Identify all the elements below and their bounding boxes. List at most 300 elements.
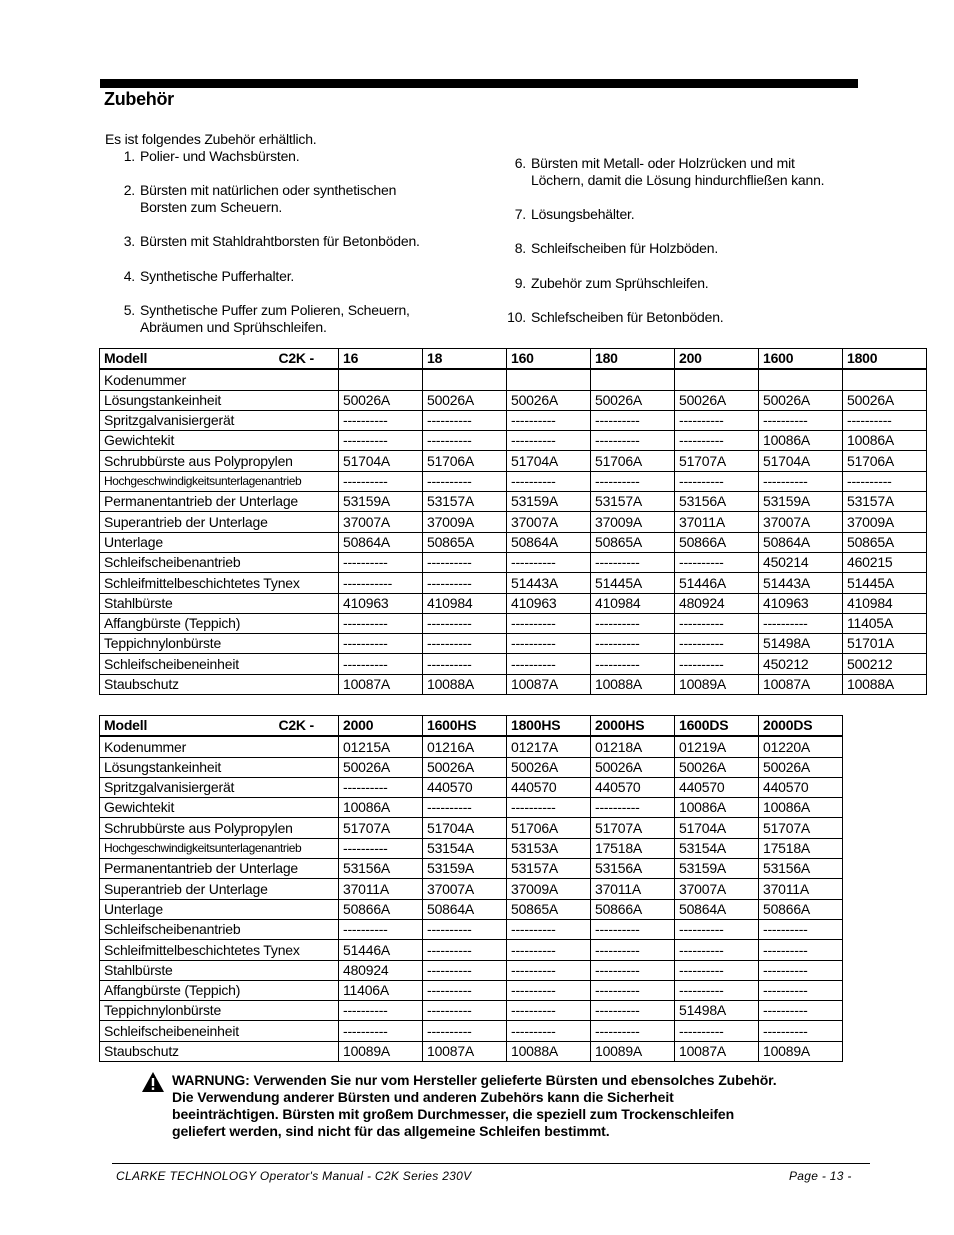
part-number-cell: ---------- bbox=[339, 1001, 423, 1021]
part-number-cell: 51704A bbox=[339, 451, 423, 471]
part-number-cell: ---------- bbox=[507, 654, 591, 674]
part-number-cell: 51446A bbox=[339, 940, 423, 960]
row-label: Schleifmittelbeschichtetes Tynex bbox=[100, 573, 339, 593]
part-number-cell: ---------- bbox=[507, 798, 591, 818]
row-label: Spritzgalvanisiergerät bbox=[100, 777, 339, 797]
row-label: Superantrieb der Unterlage bbox=[100, 879, 339, 899]
part-number-cell: 480924 bbox=[675, 593, 759, 613]
model-label: Modell bbox=[104, 717, 148, 734]
warning-text bbox=[172, 1072, 872, 1140]
model-column-header: 16 bbox=[339, 349, 423, 370]
part-number-cell: ---------- bbox=[339, 613, 423, 633]
part-number-cell: ---------- bbox=[339, 838, 423, 858]
table-row bbox=[100, 512, 927, 532]
part-number-cell: ---------- bbox=[423, 431, 507, 451]
page-title: Zubehör bbox=[104, 89, 174, 109]
row-label: Permanentantrieb der Unterlage bbox=[100, 859, 339, 879]
table-row bbox=[100, 777, 843, 797]
row-label: Permanentantrieb der Unterlage bbox=[100, 492, 339, 512]
part-number-cell: 50864A bbox=[423, 899, 507, 919]
part-number-cell: 410984 bbox=[843, 593, 927, 613]
part-number-cell: ---------- bbox=[507, 980, 591, 1000]
part-number-cell: 51498A bbox=[675, 1001, 759, 1021]
part-number-cell: 51706A bbox=[423, 451, 507, 471]
part-number-cell: 53157A bbox=[591, 492, 675, 512]
part-number-cell: 51706A bbox=[843, 451, 927, 471]
part-number-cell: 51707A bbox=[591, 818, 675, 838]
row-label: Teppichnylonbürste bbox=[100, 634, 339, 654]
table-row bbox=[100, 919, 843, 939]
row-label: Superantrieb der Unterlage bbox=[100, 512, 339, 532]
part-number-cell: 37011A bbox=[675, 512, 759, 532]
table-row bbox=[100, 798, 843, 818]
part-number-cell: ---------- bbox=[423, 471, 507, 491]
row-label: Stahlbürste bbox=[100, 593, 339, 613]
part-number-cell bbox=[591, 369, 675, 390]
list-item-text: Bürsten mit Stahldrahtborsten für Betonböden. bbox=[140, 233, 420, 249]
table-row bbox=[100, 431, 927, 451]
part-number-cell: 50026A bbox=[759, 390, 843, 410]
table-row bbox=[100, 593, 927, 613]
part-number-cell: 50864A bbox=[507, 532, 591, 552]
row-label: Kodenummer bbox=[100, 736, 339, 757]
part-number-cell: ---------- bbox=[423, 1021, 507, 1041]
part-number-cell: ---------- bbox=[591, 980, 675, 1000]
part-number-cell: 37009A bbox=[843, 512, 927, 532]
list-item-text: Borsten zum Scheuern. bbox=[140, 199, 283, 215]
part-number-cell: 51498A bbox=[759, 634, 843, 654]
part-number-cell bbox=[339, 369, 423, 390]
part-number-cell: 10089A bbox=[339, 1041, 423, 1061]
part-number-cell: 53159A bbox=[759, 492, 843, 512]
part-number-cell: 53154A bbox=[423, 838, 507, 858]
list-item-text: Zubehör zum Sprühschleifen. bbox=[531, 275, 709, 291]
part-number-cell: 51707A bbox=[675, 451, 759, 471]
table-row bbox=[100, 940, 843, 960]
part-number-cell: 50866A bbox=[675, 532, 759, 552]
part-number-cell: ---------- bbox=[759, 471, 843, 491]
part-number-cell: 37007A bbox=[675, 879, 759, 899]
part-number-cell: 480924 bbox=[339, 960, 423, 980]
part-number-cell: 50866A bbox=[759, 899, 843, 919]
part-number-cell: ---------- bbox=[675, 431, 759, 451]
table-row bbox=[100, 1041, 843, 1061]
part-number-cell: 50026A bbox=[759, 757, 843, 777]
model-column-header: 1600 bbox=[759, 349, 843, 370]
series-label: C2K - bbox=[278, 717, 314, 734]
part-number-cell: ---------- bbox=[675, 940, 759, 960]
part-number-cell: ---------- bbox=[507, 1021, 591, 1041]
table-row bbox=[100, 552, 927, 572]
part-number-cell: ---------- bbox=[759, 960, 843, 980]
part-number-cell: 53156A bbox=[675, 492, 759, 512]
model-header-cell bbox=[100, 349, 339, 370]
part-number-cell: 440570 bbox=[759, 777, 843, 797]
table-row bbox=[100, 1001, 843, 1021]
list-item-number: 4. bbox=[123, 268, 135, 284]
part-number-cell: 10087A bbox=[507, 674, 591, 694]
list-item-text: Polier- und Wachsbürsten. bbox=[140, 148, 300, 164]
part-number-cell: 50026A bbox=[507, 757, 591, 777]
part-number-cell: ---------- bbox=[759, 940, 843, 960]
part-number-cell: 51704A bbox=[423, 818, 507, 838]
part-number-cell: ---------- bbox=[591, 919, 675, 939]
part-number-cell: ---------- bbox=[507, 410, 591, 430]
list-item-text: Abräumen und Sprühschleifen. bbox=[140, 319, 327, 335]
part-number-cell: 50026A bbox=[423, 390, 507, 410]
table-row bbox=[100, 980, 843, 1000]
part-number-cell: 17518A bbox=[591, 838, 675, 858]
part-number-cell: ---------- bbox=[591, 410, 675, 430]
list-item-number: 3. bbox=[123, 233, 135, 249]
table-row bbox=[100, 573, 927, 593]
table-row bbox=[100, 960, 843, 980]
part-number-cell: ---------- bbox=[339, 654, 423, 674]
part-number-cell: 50026A bbox=[591, 757, 675, 777]
part-number-cell: 01218A bbox=[591, 736, 675, 757]
part-number-cell: ---------- bbox=[423, 552, 507, 572]
part-number-cell: 37007A bbox=[339, 512, 423, 532]
part-number-cell: 37011A bbox=[759, 879, 843, 899]
part-number-cell: ---------- bbox=[423, 613, 507, 633]
table-row bbox=[100, 451, 927, 471]
part-number-cell: 10089A bbox=[591, 1041, 675, 1061]
part-number-cell: ---------- bbox=[423, 573, 507, 593]
part-number-cell: 37007A bbox=[759, 512, 843, 532]
part-number-cell: 10087A bbox=[675, 1041, 759, 1061]
model-label: Modell bbox=[104, 350, 148, 367]
part-number-cell: 51704A bbox=[507, 451, 591, 471]
model-column-header: 2000 bbox=[339, 716, 423, 737]
list-item-text: Schleifscheiben für Holzböden. bbox=[531, 240, 719, 256]
row-label: Staubschutz bbox=[100, 1041, 339, 1061]
row-label: Affangbürste (Teppich) bbox=[100, 980, 339, 1000]
warning-line: WARNUNG: Verwenden Sie nur vom Hersteller gelieferte Bürsten und ebensolches Zubehör. bbox=[172, 1072, 777, 1088]
part-number-cell: ---------- bbox=[507, 919, 591, 939]
part-number-cell: ---------- bbox=[507, 552, 591, 572]
part-number-cell: 51446A bbox=[675, 573, 759, 593]
part-number-cell: 50026A bbox=[339, 390, 423, 410]
part-number-cell: ---------- bbox=[675, 1021, 759, 1041]
list-item-number: 10. bbox=[507, 309, 526, 325]
part-number-cell: 50026A bbox=[591, 390, 675, 410]
row-label: Schleifscheibenantrieb bbox=[100, 919, 339, 939]
row-label: Schrubbürste aus Polypropylen bbox=[100, 451, 339, 471]
part-number-cell: 410963 bbox=[339, 593, 423, 613]
part-number-cell: ---------- bbox=[843, 410, 927, 430]
part-number-cell: ---------- bbox=[423, 960, 507, 980]
part-number-cell: ---------- bbox=[339, 552, 423, 572]
part-number-cell: 51443A bbox=[507, 573, 591, 593]
part-number-cell: ---------- bbox=[423, 634, 507, 654]
list-item-number: 8. bbox=[514, 240, 526, 256]
part-number-cell: ---------- bbox=[591, 960, 675, 980]
model-column-header: 160 bbox=[507, 349, 591, 370]
table-row bbox=[100, 634, 927, 654]
part-number-cell: 53153A bbox=[507, 838, 591, 858]
table-row bbox=[100, 736, 843, 757]
part-number-cell: 440570 bbox=[507, 777, 591, 797]
part-number-cell: ---------- bbox=[759, 410, 843, 430]
part-number-cell: ---------- bbox=[591, 552, 675, 572]
part-number-cell: 01216A bbox=[423, 736, 507, 757]
part-number-cell: 10087A bbox=[759, 674, 843, 694]
part-number-cell: 50864A bbox=[675, 899, 759, 919]
part-number-cell: ---------- bbox=[759, 980, 843, 1000]
table-row bbox=[100, 859, 843, 879]
part-number-cell: 51704A bbox=[759, 451, 843, 471]
part-number-cell: ---------- bbox=[339, 1021, 423, 1041]
part-number-cell: ---------- bbox=[591, 1001, 675, 1021]
part-number-cell: ---------- bbox=[339, 431, 423, 451]
part-number-cell: ---------- bbox=[843, 471, 927, 491]
part-number-cell: 50026A bbox=[843, 390, 927, 410]
part-number-cell: ---------- bbox=[591, 940, 675, 960]
row-label: Hochgeschwindigkeitsunterlagenantrieb bbox=[100, 471, 339, 491]
part-number-cell: ---------- bbox=[675, 654, 759, 674]
part-number-cell: ---------- bbox=[759, 613, 843, 633]
part-number-cell: 10086A bbox=[675, 798, 759, 818]
part-number-cell: ---------- bbox=[675, 410, 759, 430]
part-number-cell: ---------- bbox=[339, 919, 423, 939]
part-number-cell: ---------- bbox=[591, 471, 675, 491]
table-row bbox=[100, 838, 843, 858]
part-number-cell: 51707A bbox=[339, 818, 423, 838]
part-number-cell: ---------- bbox=[507, 634, 591, 654]
part-number-cell: ---------- bbox=[423, 798, 507, 818]
list-item-text: Bürsten mit natürlichen oder synthetischen bbox=[140, 182, 397, 198]
part-number-cell: ---------- bbox=[423, 410, 507, 430]
model-column-header: 1600HS bbox=[423, 716, 507, 737]
part-number-cell: 410963 bbox=[507, 593, 591, 613]
list-item-number: 5. bbox=[123, 302, 135, 318]
part-number-cell: 51707A bbox=[759, 818, 843, 838]
part-number-cell: 01217A bbox=[507, 736, 591, 757]
row-label: Teppichnylonbürste bbox=[100, 1001, 339, 1021]
part-number-cell bbox=[423, 369, 507, 390]
part-number-cell: ---------- bbox=[423, 654, 507, 674]
part-number-cell: ---------- bbox=[591, 613, 675, 633]
row-label: Schleifmittelbeschichtetes Tynex bbox=[100, 940, 339, 960]
part-number-cell: 460215 bbox=[843, 552, 927, 572]
part-number-cell: ---------- bbox=[675, 613, 759, 633]
part-number-cell: ---------- bbox=[423, 1001, 507, 1021]
list-item-number: 7. bbox=[514, 206, 526, 222]
list-item-text: Bürsten mit Metall- oder Holzrücken und mit bbox=[531, 155, 795, 171]
part-number-cell: 53156A bbox=[591, 859, 675, 879]
table-row bbox=[100, 492, 927, 512]
part-number-cell: ---------- bbox=[507, 960, 591, 980]
part-number-cell: 53159A bbox=[423, 859, 507, 879]
table-row bbox=[100, 654, 927, 674]
part-number-cell: ---------- bbox=[759, 919, 843, 939]
part-number-cell: 50866A bbox=[591, 899, 675, 919]
part-number-cell: ---------- bbox=[675, 980, 759, 1000]
list-item-number: 1. bbox=[123, 148, 135, 164]
row-label: Lösungstankeinheit bbox=[100, 390, 339, 410]
part-number-cell: 51701A bbox=[843, 634, 927, 654]
part-number-cell: 10087A bbox=[423, 1041, 507, 1061]
part-number-cell: 51445A bbox=[591, 573, 675, 593]
list-item-text: Synthetische Pufferhalter. bbox=[140, 268, 295, 284]
part-number-cell: 50026A bbox=[675, 390, 759, 410]
table-row bbox=[100, 532, 927, 552]
part-number-cell: ---------- bbox=[675, 919, 759, 939]
header-rule bbox=[100, 79, 858, 88]
list-item-text: Synthetische Puffer zum Polieren, Scheuern, bbox=[140, 302, 410, 318]
row-label: Spritzgalvanisiergerät bbox=[100, 410, 339, 430]
part-number-cell: 51445A bbox=[843, 573, 927, 593]
row-label: Hochgeschwindigkeitsunterlagenantrieb bbox=[100, 838, 339, 858]
part-number-cell: 51443A bbox=[759, 573, 843, 593]
table-header-row bbox=[100, 349, 927, 370]
part-number-cell: 10088A bbox=[507, 1041, 591, 1061]
part-number-cell: 50026A bbox=[423, 757, 507, 777]
part-number-cell: 37009A bbox=[591, 512, 675, 532]
part-number-cell: ---------- bbox=[339, 634, 423, 654]
row-label: Lösungstankeinheit bbox=[100, 757, 339, 777]
part-number-cell: 50026A bbox=[675, 757, 759, 777]
table-row bbox=[100, 818, 843, 838]
series-label: C2K - bbox=[278, 350, 314, 367]
part-number-cell bbox=[843, 369, 927, 390]
accessory-table-2 bbox=[99, 715, 843, 1062]
intro-text: Es ist folgendes Zubehör erhältlich. bbox=[105, 131, 317, 147]
footer-page-number: Page - 13 - bbox=[789, 1169, 852, 1183]
part-number-cell: ---------- bbox=[507, 1001, 591, 1021]
table-row bbox=[100, 879, 843, 899]
part-number-cell: 53156A bbox=[339, 859, 423, 879]
part-number-cell: 10088A bbox=[423, 674, 507, 694]
part-number-cell: 37011A bbox=[339, 879, 423, 899]
part-number-cell: 51706A bbox=[591, 451, 675, 471]
row-label: Schleifscheibenantrieb bbox=[100, 552, 339, 572]
model-column-header: 18 bbox=[423, 349, 507, 370]
model-header-cell bbox=[100, 716, 339, 737]
model-column-header: 2000HS bbox=[591, 716, 675, 737]
part-number-cell: 37007A bbox=[507, 512, 591, 532]
list-item-text: Schlefscheiben für Betonböden. bbox=[531, 309, 724, 325]
table-row bbox=[100, 369, 927, 390]
part-number-cell: 51706A bbox=[507, 818, 591, 838]
part-number-cell: 53157A bbox=[843, 492, 927, 512]
part-number-cell: 10089A bbox=[675, 674, 759, 694]
list-item-text: Löchern, damit die Lösung hindurchfließen kann. bbox=[531, 172, 825, 188]
warning-line: Die Verwendung anderer Bürsten und anderen Zubehörs kann die Sicherheit bbox=[172, 1089, 674, 1105]
row-label: Schleifscheibeneinheit bbox=[100, 1021, 339, 1041]
list-item-number: 2. bbox=[123, 182, 135, 198]
part-number-cell: 53156A bbox=[759, 859, 843, 879]
part-number-cell: 410984 bbox=[591, 593, 675, 613]
part-number-cell: ---------- bbox=[423, 940, 507, 960]
table-row bbox=[100, 674, 927, 694]
part-number-cell: 01219A bbox=[675, 736, 759, 757]
part-number-cell bbox=[759, 369, 843, 390]
part-number-cell: ----------- bbox=[339, 573, 423, 593]
part-number-cell: 10086A bbox=[759, 798, 843, 818]
row-label: Schrubbürste aus Polypropylen bbox=[100, 818, 339, 838]
list-item-number: 6. bbox=[514, 155, 526, 171]
part-number-cell: 17518A bbox=[759, 838, 843, 858]
part-number-cell: ---------- bbox=[507, 940, 591, 960]
part-number-cell: 500212 bbox=[843, 654, 927, 674]
part-number-cell: 440570 bbox=[591, 777, 675, 797]
part-number-cell: 10088A bbox=[843, 674, 927, 694]
part-number-cell: ---------- bbox=[423, 919, 507, 939]
part-number-cell: 51704A bbox=[675, 818, 759, 838]
part-number-cell: 53159A bbox=[675, 859, 759, 879]
row-label: Stahlbürste bbox=[100, 960, 339, 980]
table-row bbox=[100, 899, 843, 919]
part-number-cell: 440570 bbox=[423, 777, 507, 797]
part-number-cell: 10086A bbox=[339, 798, 423, 818]
row-label: Gewichtekit bbox=[100, 431, 339, 451]
part-number-cell: 37007A bbox=[423, 879, 507, 899]
part-number-cell: 50864A bbox=[339, 532, 423, 552]
part-number-cell: 440570 bbox=[675, 777, 759, 797]
row-label: Unterlage bbox=[100, 532, 339, 552]
row-label: Kodenummer bbox=[100, 369, 339, 390]
part-number-cell: 450212 bbox=[759, 654, 843, 674]
part-number-cell: 10089A bbox=[759, 1041, 843, 1061]
part-number-cell: ---------- bbox=[591, 634, 675, 654]
footer-manual-title: CLARKE TECHNOLOGY Operator's Manual - C2K Series 230V bbox=[116, 1169, 472, 1183]
part-number-cell: 10086A bbox=[843, 431, 927, 451]
part-number-cell: 50865A bbox=[591, 532, 675, 552]
part-number-cell: 53154A bbox=[675, 838, 759, 858]
row-label: Gewichtekit bbox=[100, 798, 339, 818]
part-number-cell: 01215A bbox=[339, 736, 423, 757]
list-item-text: Lösungsbehälter. bbox=[531, 206, 635, 222]
part-number-cell: ---------- bbox=[675, 960, 759, 980]
part-number-cell: ---------- bbox=[675, 634, 759, 654]
part-number-cell bbox=[507, 369, 591, 390]
part-number-cell: 53157A bbox=[423, 492, 507, 512]
footer-rule bbox=[112, 1163, 870, 1164]
part-number-cell: ---------- bbox=[591, 798, 675, 818]
part-number-cell: 450214 bbox=[759, 552, 843, 572]
part-number-cell: 37009A bbox=[507, 879, 591, 899]
list-item-number: 9. bbox=[514, 275, 526, 291]
part-number-cell: ---------- bbox=[339, 471, 423, 491]
part-number-cell: 10088A bbox=[591, 674, 675, 694]
part-number-cell: 53159A bbox=[507, 492, 591, 512]
part-number-cell: 50865A bbox=[507, 899, 591, 919]
part-number-cell: ---------- bbox=[591, 654, 675, 674]
part-number-cell: ---------- bbox=[339, 777, 423, 797]
model-column-header: 1800HS bbox=[507, 716, 591, 737]
warning-line: beeinträchtigen. Bürsten mit großem Durchmesser, die speziell zum Trockenschleifen bbox=[172, 1106, 735, 1122]
part-number-cell: 410984 bbox=[423, 593, 507, 613]
part-number-cell: ---------- bbox=[591, 1021, 675, 1041]
part-number-cell: 37009A bbox=[423, 512, 507, 532]
part-number-cell: 50026A bbox=[339, 757, 423, 777]
table-row bbox=[100, 390, 927, 410]
part-number-cell: 410963 bbox=[759, 593, 843, 613]
model-column-header: 2000DS bbox=[759, 716, 843, 737]
part-number-cell: 10086A bbox=[759, 431, 843, 451]
part-number-cell: 50866A bbox=[339, 899, 423, 919]
part-number-cell: ---------- bbox=[759, 1001, 843, 1021]
part-number-cell: 50865A bbox=[843, 532, 927, 552]
table-row bbox=[100, 757, 843, 777]
part-number-cell: ---------- bbox=[591, 431, 675, 451]
warning-line: geliefert werden, sind nicht für das allgemeine Schleifen bestimmt. bbox=[172, 1123, 610, 1139]
part-number-cell: 37011A bbox=[591, 879, 675, 899]
part-number-cell: 53157A bbox=[507, 859, 591, 879]
part-number-cell: ---------- bbox=[339, 410, 423, 430]
model-column-header: 180 bbox=[591, 349, 675, 370]
